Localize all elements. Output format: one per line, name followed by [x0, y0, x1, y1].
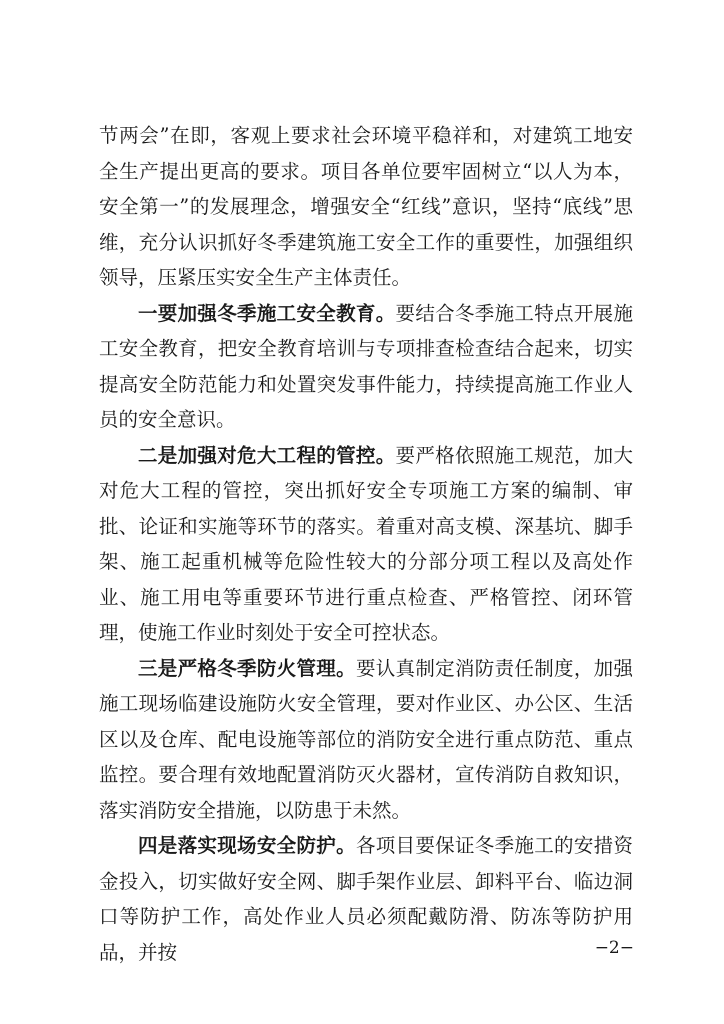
paragraph-text: 要认真制定消防责任制度，加强施工现场临建设施防火安全管理，要对作业区、办公区、生活区以及仓库、配电设施等部位的消防安全进行重点防范、重点监控。要合理有效地配置消防灭火器材，宣传消防自救知识，落实消防安全措施，以防患于未然。: [99, 656, 633, 822]
paragraph-hazard-control: [99, 438, 633, 651]
page-number: −2−: [594, 938, 634, 958]
document-body: [99, 118, 633, 970]
paragraph-text: 节两会”在即，客观上要求社会环境平稳祥和，对建筑工地安全生产提出更高的要求。项目各单位要牢固树立“以人为本，安全第一”的发展理念，增强安全“红线”意识，坚持“底线”思维，充分认识抓好冬季建筑施工安全工作的重要性，加强组织领导，压紧压实安全生产主体责任。: [99, 124, 633, 289]
paragraph-text: 要严格依照施工规范，加大对危大工程的管控，突出抓好安全专项施工方案的编制、审批、论证和实施等环节的落实。着重对高支模、深基坑、脚手架、施工起重机械等危险性较大的分部分项工程以及高处作业、施工用电等重要环节进行重点检查、严格管控、闭环管理，使施工作业时刻处于安全可控状态。: [99, 443, 633, 644]
paragraph-education: [99, 296, 633, 438]
paragraph-lead: 三是严格冬季防火管理。: [138, 656, 356, 680]
paragraph-text: 要结合冬季施工特点开展施工安全教育，把安全教育培训与专项排查检查结合起来，切实提高安全防范能力和处置突发事件能力，持续提高施工作业人员的安全意识。: [99, 301, 633, 431]
paragraph-lead: 四是落实现场安全防护。: [138, 834, 356, 857]
paragraph-lead: 二是加强对危大工程的管控。: [138, 443, 396, 467]
paragraph-intro: [99, 118, 633, 296]
paragraph-fire-prevention: [99, 651, 633, 829]
paragraph-lead: 一要加强冬季施工安全教育。: [138, 301, 396, 325]
paragraph-text: 各项目要保证冬季施工的安措资金投入，切实做好安全网、脚手架作业层、卸料平台、临边洞口等防护工作，高处作业人员必须配戴防滑、防冻等防护用品，并按: [99, 834, 633, 964]
paragraph-site-protection: [99, 828, 633, 970]
